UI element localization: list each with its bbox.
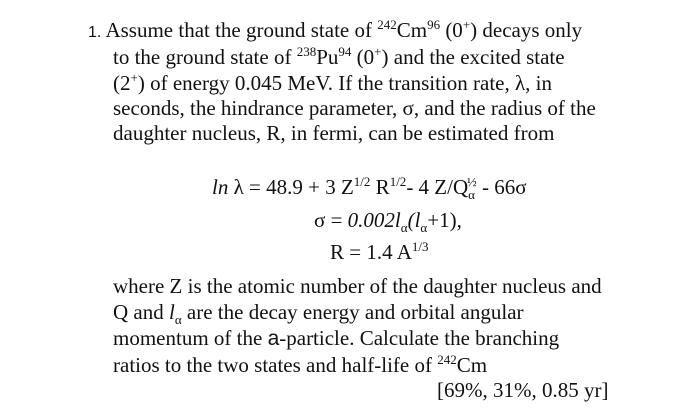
eq3-text: R = 1.4 A (330, 240, 412, 264)
eq1-text-a: λ = 48.9 + 3 Z (228, 175, 354, 199)
equation-transition-rate (212, 174, 527, 202)
problem-line-2 (113, 45, 565, 69)
eq1-text-d: - 66σ (476, 175, 527, 199)
eq2-l2: l (414, 208, 421, 232)
line2-text-b: (0 (351, 45, 375, 69)
eq1-sub-alpha: α (468, 187, 475, 202)
line8-text-a: momentum of the (113, 326, 268, 350)
eq1-sup-a: 1/2 (353, 174, 371, 189)
parent-symbol: Cm (396, 18, 428, 42)
problem-number: 1. (88, 24, 102, 41)
daughter-mass-number: 238 (296, 44, 317, 59)
eq2-sub-b: α (420, 220, 428, 235)
eq2-sub-a: α (400, 220, 408, 235)
daughter-atomic-number: 94 (338, 44, 352, 59)
equation-radius (330, 240, 428, 264)
parent-mass-number: 242 (377, 17, 397, 32)
eq1-text-b: R (370, 175, 390, 199)
eq1-ln: ln (212, 175, 229, 199)
line1-text-b: (0 (440, 18, 463, 42)
eq3-sup: 1/3 (411, 239, 429, 254)
problem-line-4: seconds, the hindrance parameter, σ, and the radius of the (113, 96, 596, 120)
line2-text-a: to the ground state of (113, 45, 297, 69)
line7-l: l (169, 300, 175, 324)
line9-mass: 242 (437, 352, 457, 367)
daughter-parity: + (374, 44, 382, 59)
line1-text-c: ) decays only (470, 18, 583, 42)
problem-line-5: daughter nucleus, R, in fermi, can be estimated from (113, 121, 555, 145)
problem-line-3 (113, 71, 552, 95)
problem-line-6: where Z is the atomic number of the daughter nucleus and (113, 274, 602, 298)
eq2-text-b: +1), (427, 208, 462, 232)
line7-sub: α (174, 312, 182, 327)
problem-line-8 (113, 326, 559, 351)
line7-text-a: Q and (113, 300, 169, 324)
eq2-paren: ( (407, 208, 415, 232)
eq1-sup-b: 1/2 (389, 174, 407, 189)
line3-text-b: ) of energy 0.045 MeV. If the transition rate, λ, in (137, 71, 552, 95)
daughter-symbol: Pu (316, 45, 339, 69)
line1-text-a: Assume that the ground state of (105, 18, 378, 42)
problem-line-7 (113, 300, 524, 327)
line3-text-a: (2 (113, 71, 131, 95)
line9-symbol: Cm (456, 353, 488, 377)
line2-text-c: ) and the excited state (381, 45, 565, 69)
parent-atomic-number: 96 (427, 17, 441, 32)
problem-line-9 (113, 353, 487, 377)
eq1-text-c: - 4 Z/Q (406, 175, 469, 199)
eq2-text-a: σ = (314, 208, 348, 232)
equation-hindrance (314, 208, 462, 235)
line8-text-b: -particle. Calculate the branching (279, 326, 560, 350)
line9-text: ratios to the two states and half-life of (113, 353, 438, 377)
parent-parity: + (462, 17, 471, 32)
line8-alpha: a (267, 327, 280, 350)
eq2-l1: l (394, 208, 401, 232)
eq1-sup-half: ½ (466, 174, 477, 189)
line7-text-b: are the decay energy and orbital angular (181, 300, 524, 324)
excited-parity: + (130, 70, 138, 85)
answer-text: [69%, 31%, 0.85 yr] (437, 378, 609, 402)
problem-line-1 (88, 18, 582, 45)
eq2-coef: 0.002 (347, 208, 395, 232)
